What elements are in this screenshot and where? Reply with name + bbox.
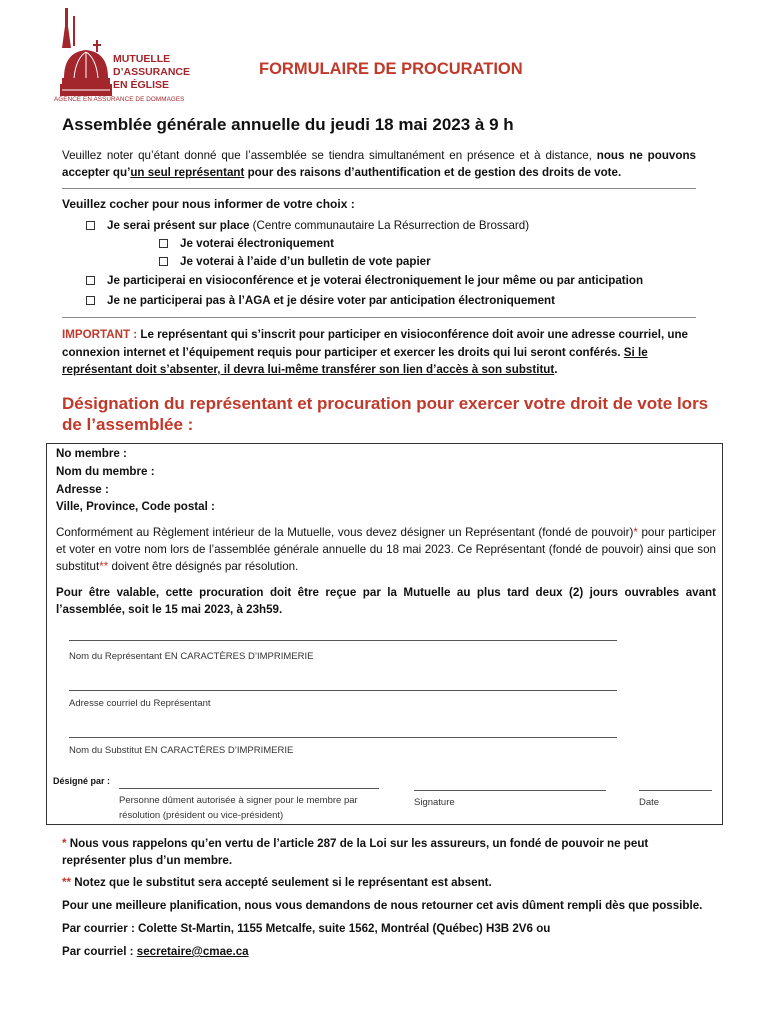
- checkbox-not-attending[interactable]: [86, 296, 95, 305]
- intro-paragraph: [62, 147, 696, 181]
- option-not-attending: [86, 294, 555, 307]
- important-note: [62, 326, 696, 379]
- checkbox-present-electronic[interactable]: [159, 239, 168, 248]
- option-present-electronic: [159, 237, 334, 250]
- church-dome-logo-icon: [52, 6, 112, 98]
- rep-name-line[interactable]: [69, 640, 617, 641]
- member-address-field[interactable]: Adresse :: [56, 483, 109, 496]
- footer-note-2-star: **: [62, 876, 72, 889]
- footer-email-link[interactable]: secretaire@cmae.ca: [136, 945, 249, 958]
- intro-bold-b: pour des raisons d’authentification et de gestion des droits de vote.: [244, 166, 622, 179]
- reglement-star2: **: [99, 560, 109, 573]
- logo-line-2: D’ASSURANCE: [113, 66, 191, 78]
- signature-line[interactable]: [414, 790, 606, 791]
- footer-note-1: [62, 835, 712, 869]
- reglement-a: Conformément au Règlement intérieur de la Mutuelle, vous devez désigner un Représentant (fondé de pouvoir): [56, 526, 634, 539]
- divider-1: [62, 188, 696, 189]
- footer-email-label: Par courriel :: [62, 945, 137, 958]
- designe-par-label: Désigné par :: [53, 776, 111, 786]
- logo-line-3: EN ÉGLISE: [113, 79, 170, 91]
- member-number-field[interactable]: No membre :: [56, 447, 127, 460]
- designation-title: Désignation du représentant et procuration pour exercer votre droit de vote lors de l’assemblée :: [62, 394, 709, 434]
- option-present-electronic-label: Je voterai électroniquement: [180, 237, 334, 250]
- authorized-person-label: Personne dûment autorisée à signer pour le membre par résolution (président ou vice-président): [119, 795, 358, 821]
- sub-name-label: Nom du Substitut EN CARACTÈRES D’IMPRIMERIE: [69, 745, 294, 756]
- option-present: [86, 219, 529, 232]
- date-line[interactable]: [639, 790, 712, 791]
- divider-2: [62, 317, 696, 318]
- footer-note-1-text: Nous vous rappelons qu’en vertu de l’article 287 de la Loi sur les assureurs, un fondé de pouvoir ne peut représenter plus d’un membre.: [62, 837, 649, 867]
- authorized-person-line[interactable]: [119, 788, 379, 789]
- member-city-field[interactable]: Ville, Province, Code postal :: [56, 500, 215, 513]
- reglement-paragraph: [56, 524, 716, 575]
- footer-note-2-text: Notez que le substitut sera accepté seulement si le représentant est absent.: [71, 876, 492, 889]
- option-present-rest: (Centre communautaire La Résurrection de Brossard): [249, 219, 530, 232]
- rep-email-label: Adresse courriel du Représentant: [69, 698, 211, 709]
- intro-bold-underlined: un seul représentant: [130, 166, 245, 179]
- main-title: Assemblée générale annuelle du jeudi 18 mai 2023 à 9 h: [62, 115, 514, 134]
- reglement-star1: *: [633, 526, 638, 539]
- intro-bold-a: nous ne pouvons accepter qu’: [62, 149, 696, 179]
- checkbox-present-paper[interactable]: [159, 257, 168, 266]
- validity-paragraph: Pour être valable, cette procuration doit être reçue par la Mutuelle au plus tard deux (2) jours ouvrables avant l’assemblée, soit le 15 mai 2023, à 23h59.: [56, 586, 716, 616]
- footer-email-line: [62, 943, 712, 960]
- logo-line-1: MUTUELLE: [113, 53, 171, 65]
- logo-wordmark: [113, 53, 190, 92]
- option-video-label: Je participerai en visioconférence et je voterai électroniquement le jour même ou par anticipation: [107, 274, 644, 287]
- sub-name-line[interactable]: [69, 737, 617, 738]
- option-not-attending-label: Je ne participerai pas à l’AGA et je désire voter par anticipation électroniquement: [107, 294, 556, 307]
- important-end: .: [554, 363, 558, 376]
- option-video: [86, 274, 643, 287]
- footer-mail: Par courrier : Colette St-Martin, 1155 Metcalfe, suite 1562, Montréal (Québec) H3B 2V6 ou: [62, 922, 551, 935]
- footer-planning: Pour une meilleure planification, nous vous demandons de nous retourner cet avis dûment rempli dès que possible.: [62, 899, 703, 912]
- choice-title: Veuillez cocher pour nous informer de votre choix :: [62, 197, 355, 211]
- signature-label: Signature: [414, 797, 455, 808]
- rep-email-line[interactable]: [69, 690, 617, 691]
- form-title: FORMULAIRE DE PROCURATION: [259, 60, 523, 78]
- footer-note-1-star: *: [62, 837, 67, 850]
- option-present-paper: [159, 255, 431, 268]
- option-present-paper-label: Je voterai à l’aide d’un bulletin de vote papier: [180, 255, 431, 268]
- reglement-c: doivent être désignés par résolution.: [108, 560, 299, 573]
- logo-tagline: AGENCE EN ASSURANCE DE DOMMAGES: [54, 96, 185, 103]
- reglement-b: pour participer et voter en votre nom lors de l’assemblée générale annuelle du 18 mai 2023. Ce Représentant (fondé de pouvoir) ainsi que son substitut: [56, 526, 716, 573]
- rep-name-label: Nom du Représentant EN CARACTÈRES D’IMPRIMERIE: [69, 651, 314, 662]
- important-underlined: Si le représentant doit s’absenter, il devra lui-même transférer son lien d’accès à son substitut: [62, 345, 648, 376]
- intro-text: Veuillez noter qu’étant donné que l’assemblée se tiendra simultanément en présence et à distance,: [62, 149, 597, 162]
- checkbox-present[interactable]: [86, 221, 95, 230]
- checkbox-video[interactable]: [86, 276, 95, 285]
- important-text: Le représentant qui s’inscrit pour participer en visioconférence doit avoir une adresse courriel, une connexion internet et l’équipement requis pour participer et exercer les droits qui lui seront conférés.: [62, 328, 689, 359]
- date-label: Date: [639, 797, 660, 808]
- footer-note-2: [62, 874, 712, 891]
- important-label: IMPORTANT :: [62, 328, 138, 341]
- option-present-bold: Je serai présent sur place: [107, 219, 250, 232]
- member-name-field[interactable]: Nom du membre :: [56, 465, 155, 478]
